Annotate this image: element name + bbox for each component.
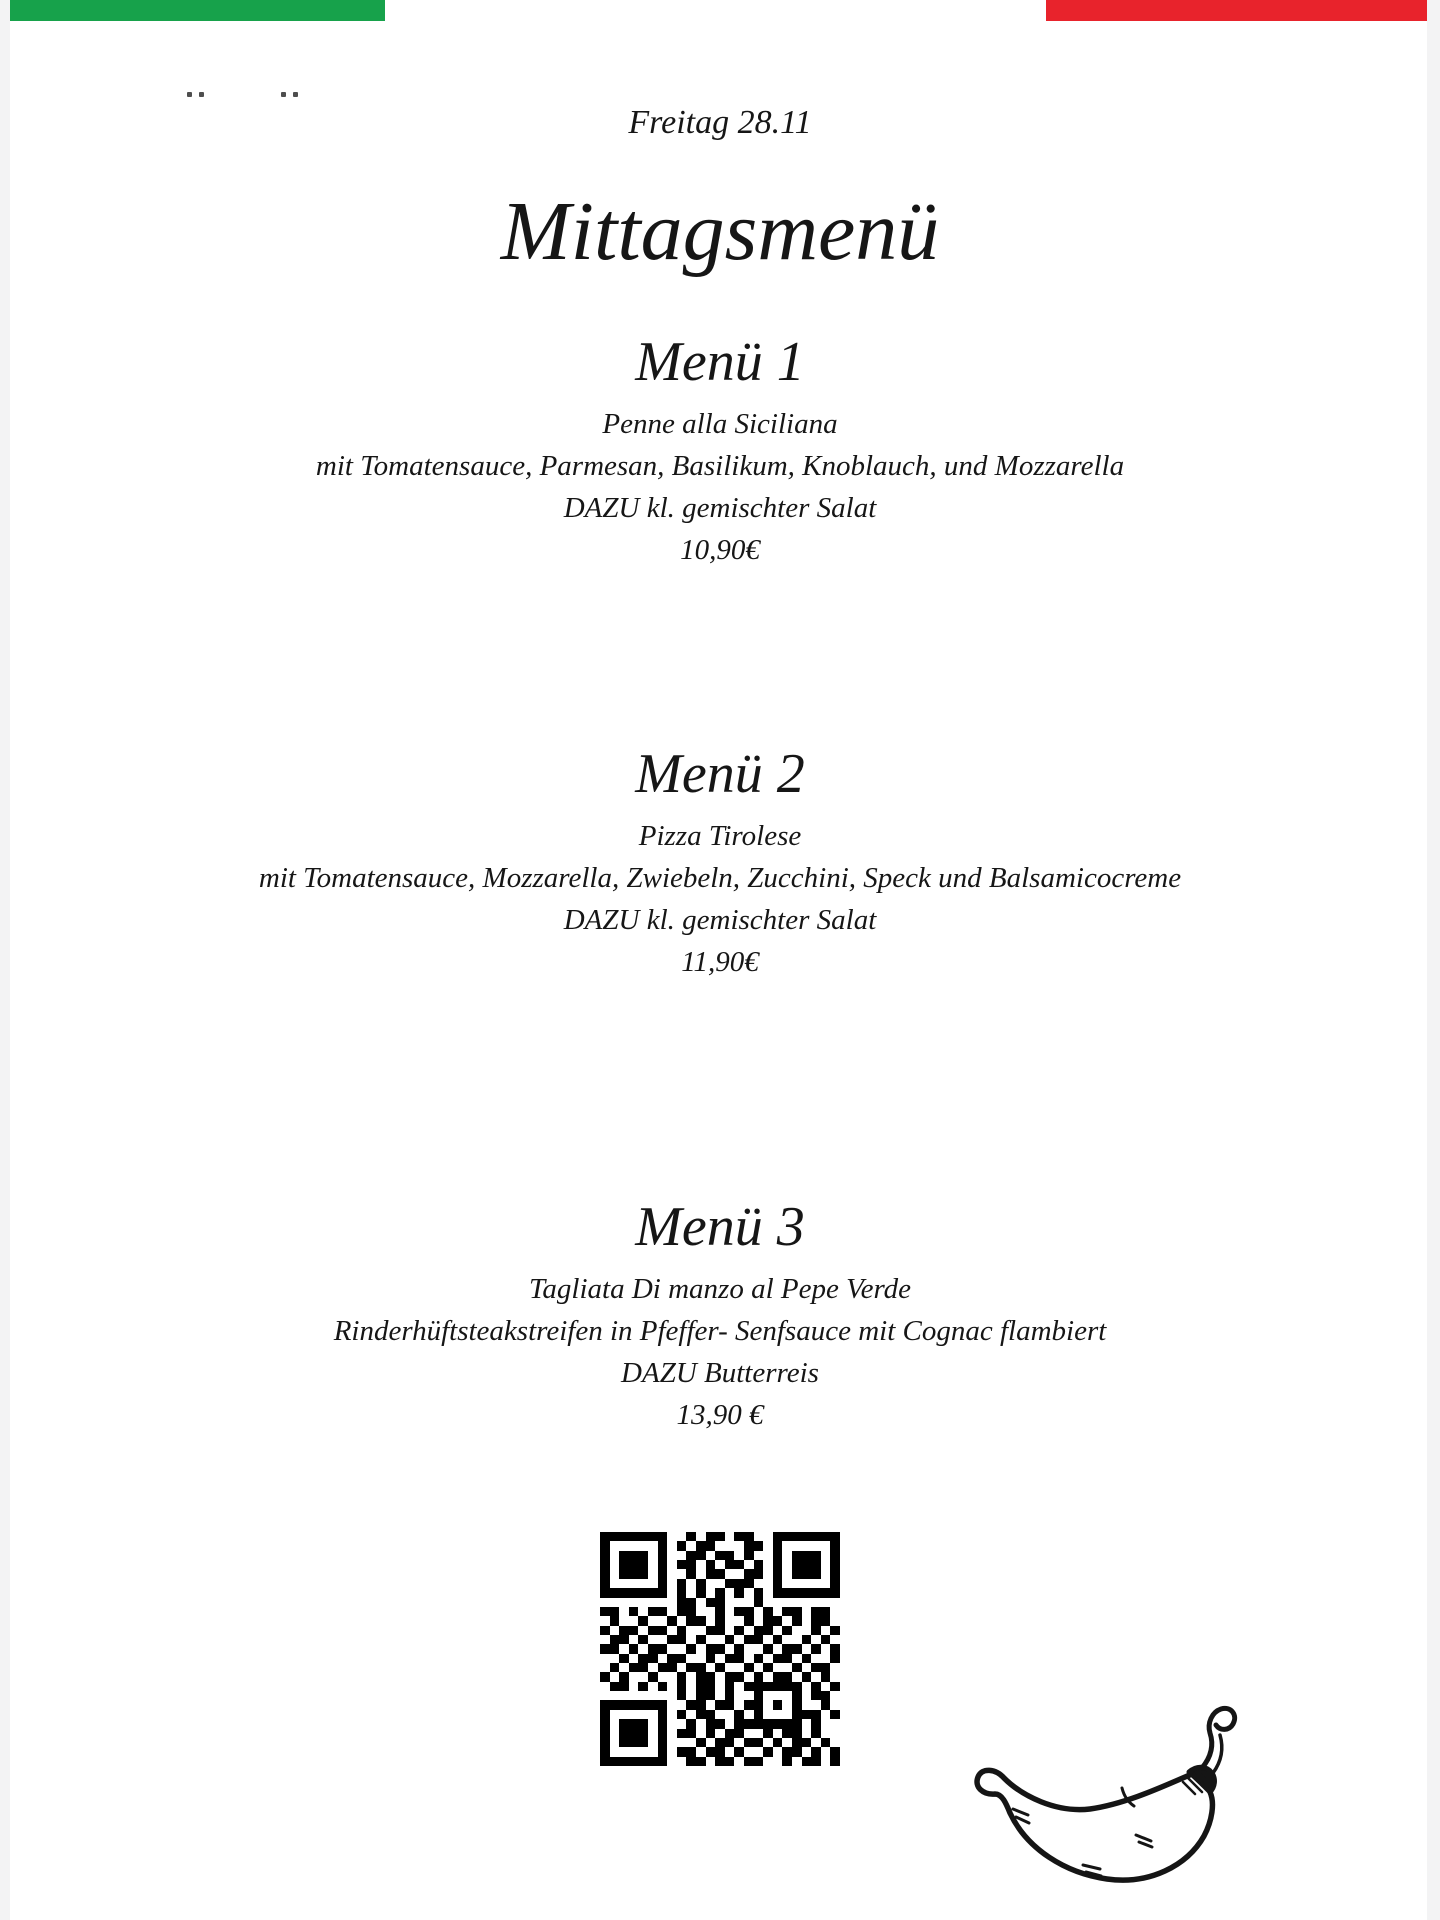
menu-section-2 — [0, 742, 1440, 983]
chili-pepper-icon — [964, 1688, 1266, 1910]
menu-date: Freitag 28.11 — [628, 104, 812, 141]
menu-section-1 — [0, 330, 1440, 571]
menu-1-price: 10,90€ — [680, 534, 760, 566]
menu-2-dish: Pizza Tirolese — [638, 820, 802, 852]
page-title: Mittagsmenü — [500, 185, 940, 278]
menu-1-side: DAZU kl. gemischter Salat — [563, 492, 877, 524]
menu-1-dish: Penne alla Siciliana — [602, 408, 838, 440]
flag-bar-red — [1046, 0, 1427, 21]
stray-umlaut-dots — [0, 92, 1440, 100]
menu-2-price: 11,90€ — [681, 946, 759, 978]
menu-3-price: 13,90 € — [676, 1399, 764, 1431]
menu-3-heading: Menü 3 — [635, 1196, 805, 1258]
menu-3-description: Rinderhüftsteakstreifen in Pfeffer- Senfsauce mit Cognac flambiert — [333, 1315, 1107, 1347]
menu-2-description: mit Tomatensauce, Mozzarella, Zwiebeln, Zucchini, Speck und Balsamicocreme — [258, 862, 1182, 894]
menu-section-3 — [0, 1195, 1440, 1436]
qr-code — [600, 1532, 840, 1766]
flag-bar-green — [10, 0, 385, 21]
menu-2-heading: Menü 2 — [635, 743, 805, 805]
menu-3-side: DAZU Butterreis — [621, 1357, 819, 1389]
menu-1-heading: Menü 1 — [635, 331, 805, 393]
menu-2-side: DAZU kl. gemischter Salat — [563, 904, 877, 936]
menu-3-dish: Tagliata Di manzo al Pepe Verde — [528, 1273, 912, 1305]
menu-1-description: mit Tomatensauce, Parmesan, Basilikum, Knoblauch, und Mozzarella — [315, 450, 1125, 482]
